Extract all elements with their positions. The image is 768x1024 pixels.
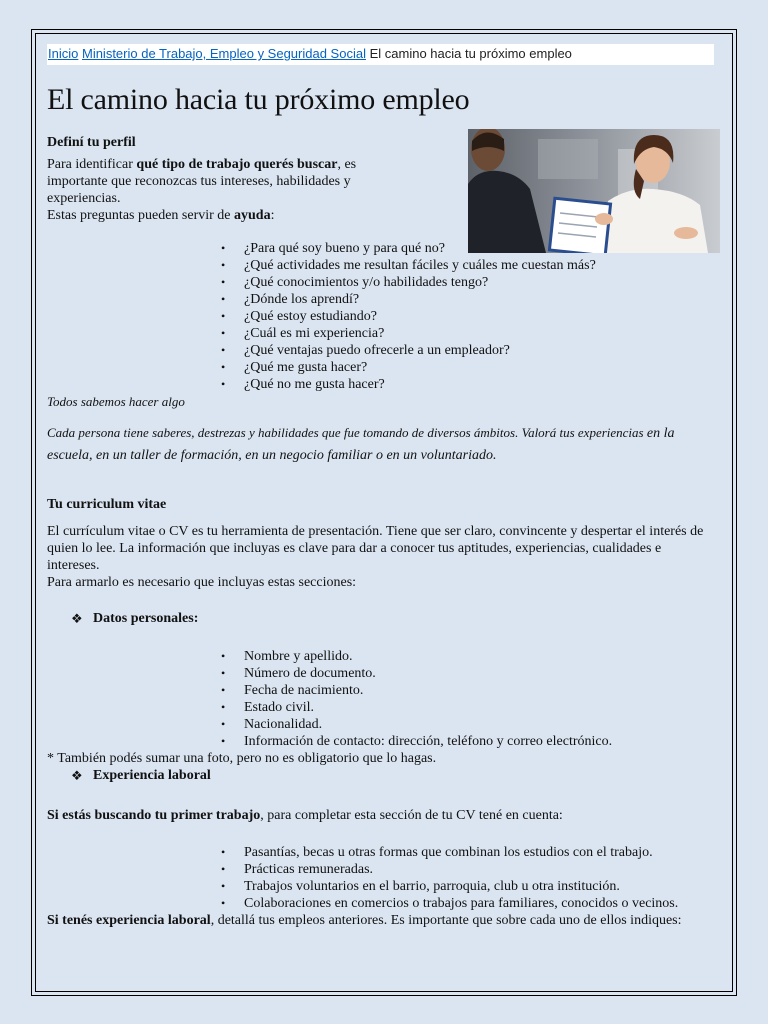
datos-list xyxy=(47,648,717,750)
primer-trabajo-text xyxy=(47,807,717,824)
cada-persona-part-2: en la escuela, en un taller de formación, en un negocio familiar o en un voluntariado. xyxy=(47,426,675,463)
experiencia-text xyxy=(47,912,717,929)
breadcrumb xyxy=(47,44,714,65)
breadcrumb-current: El camino hacia tu próximo empleo xyxy=(369,46,572,61)
primer-trabajo-bold: Si estás buscando tu primer trabajo xyxy=(47,808,261,823)
list-item: • ¿Qué ventajas puedo ofrecerle a un empleador? xyxy=(47,342,717,359)
primer-trabajo-list xyxy=(47,844,717,912)
questions-list xyxy=(47,240,717,393)
section-title-perfil: Definí tu perfil xyxy=(47,135,136,150)
list-item: • ¿Qué estoy estudiando? xyxy=(47,308,717,325)
preguntas-bold-ayuda: ayuda xyxy=(234,208,271,223)
breadcrumb-link-ministerio[interactable]: Ministerio de Trabajo, Empleo y Seguridad Social xyxy=(81,46,366,61)
todos-sabemos-text: Todos sabemos hacer algo xyxy=(47,394,185,409)
diamond-bullet-icon: ❖ xyxy=(71,611,83,626)
list-item: • Nacionalidad. xyxy=(47,716,717,733)
list-item: • Fecha de nacimiento. xyxy=(47,682,717,699)
page-frame xyxy=(35,33,733,992)
preguntas-text: Estas preguntas pueden servir de xyxy=(47,208,234,223)
experiencia-laboral-label: Experiencia laboral xyxy=(93,768,211,783)
list-item: • ¿Qué me gusta hacer? xyxy=(47,359,717,376)
list-item: • ¿Dónde los aprendí? xyxy=(47,291,717,308)
perfil-intro xyxy=(47,156,397,207)
page-content xyxy=(47,44,717,929)
intro-text-2: , es importante que reconozcas tus intereses, habilidades y experiencias. xyxy=(47,157,357,206)
list-item: • Información de contacto: dirección, teléfono y correo electrónico. xyxy=(47,733,717,750)
preguntas-colon: : xyxy=(270,208,275,223)
list-item: • Pasantías, becas u otras formas que combinan los estudios con el trabajo. xyxy=(47,844,717,861)
cv-paragraph-1: El currículum vitae o CV es tu herramienta de presentación. Tiene que ser claro, convincente y despertar el interés de quien lo lee. La información que incluyas es clave para dar a conocer tus aptitudes, experiencias, cualidades e intereses. xyxy=(47,524,704,573)
experiencia-rest: , detallá tus empleos anteriores. Es importante que sobre cada uno de ellos indiques: xyxy=(210,913,682,928)
list-item: • ¿Qué conocimientos y/o habilidades tengo? xyxy=(47,274,717,291)
list-item: • Trabajos voluntarios en el barrio, parroquia, club u otra institución. xyxy=(47,878,717,895)
list-item: • Número de documento. xyxy=(47,665,717,682)
list-item: • ¿Qué actividades me resultan fáciles y cuáles me cuestan más? xyxy=(47,257,717,274)
cada-persona-part-1: Cada persona tiene saberes, destrezas y habilidades que fue tomando de diversos ámbitos. Valorá tus experiencias xyxy=(47,425,647,440)
page-title: El camino hacia tu próximo empleo xyxy=(47,83,470,116)
cada-persona-text xyxy=(47,422,717,466)
list-item: • Prácticas remuneradas. xyxy=(47,861,717,878)
datos-personales-heading xyxy=(47,610,717,628)
interview-photo xyxy=(468,129,720,253)
list-item: • ¿Para qué soy bueno y para qué no? xyxy=(47,240,717,257)
foto-note: * También podés sumar una foto, pero no es obligatorio que lo hagas. xyxy=(47,751,437,766)
intro-bold-tipo-trabajo: qué tipo de trabajo querés buscar xyxy=(136,157,338,172)
cv-paragraph-2: Para armarlo es necesario que incluyas estas secciones: xyxy=(47,575,357,590)
breadcrumb-link-inicio[interactable]: Inicio xyxy=(48,46,79,61)
list-item: • Colaboraciones en comercios o trabajos para familiares, conocidos o vecinos. xyxy=(47,895,717,912)
section-title-cv: Tu curriculum vitae xyxy=(47,497,167,512)
list-item: • Nombre y apellido. xyxy=(47,648,717,665)
experiencia-bold: Si tenés experiencia laboral xyxy=(47,913,211,928)
list-item: • Estado civil. xyxy=(47,699,717,716)
primer-trabajo-rest: , para completar esta sección de tu CV tené en cuenta: xyxy=(260,808,563,823)
intro-text-1: Para identificar xyxy=(47,157,137,172)
diamond-bullet-icon: ❖ xyxy=(71,768,83,783)
experiencia-laboral-heading xyxy=(47,767,717,785)
list-item: • ¿Cuál es mi experiencia? xyxy=(47,325,717,342)
list-item: • ¿Qué no me gusta hacer? xyxy=(47,376,717,393)
datos-personales-label: Datos personales: xyxy=(93,611,199,626)
